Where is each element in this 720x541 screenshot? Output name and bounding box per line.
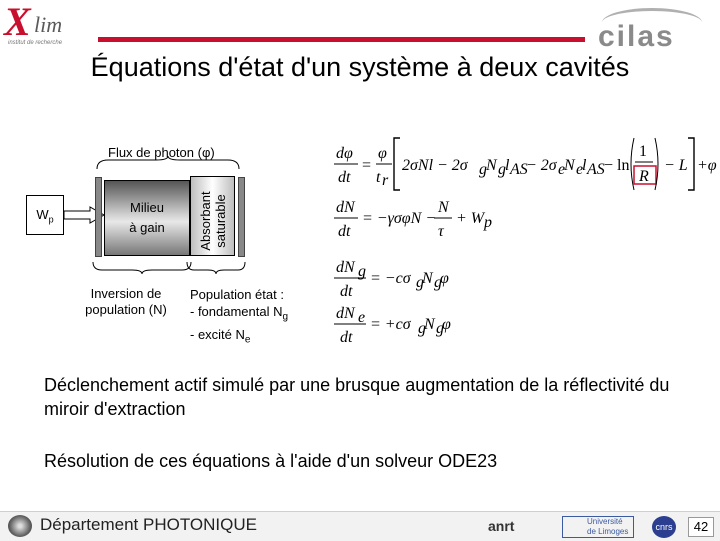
svg-text:N: N: [564, 157, 575, 174]
equation-photon-flux: [334, 138, 717, 190]
svg-text:φ: φ: [378, 145, 387, 162]
xlim-logo-name: lim: [34, 12, 63, 37]
cilas-logo-text: cilas: [598, 20, 675, 53]
pump-label: $W_p$: [36, 207, 54, 225]
equation-excited-state: [334, 305, 451, 346]
svg-text:R: R: [639, 168, 649, 185]
svg-text:dN: dN: [336, 305, 355, 322]
paragraph-active-triggering: Déclenchement actif simulé par une brusque augmentation de la réflectivité du miroir d'extraction: [44, 375, 670, 419]
xlim-logo-tagline: institut de recherche: [8, 40, 63, 46]
svg-text:N: N: [438, 199, 449, 216]
population-label-line3: [190, 326, 288, 349]
ground-state-sub: g: [282, 311, 289, 323]
svg-text:g: g: [416, 274, 424, 291]
svg-text:φ: φ: [440, 270, 449, 287]
excited-state-text: - excité N: [190, 326, 245, 342]
pump-box: [26, 195, 64, 235]
inversion-label-line1: Inversion de: [90, 286, 162, 301]
svg-text:1: 1: [639, 143, 647, 160]
svg-text:N: N: [424, 316, 435, 333]
xlim-logo: [0, 0, 95, 50]
svg-text:g: g: [418, 320, 426, 337]
svg-text:l: l: [582, 157, 587, 174]
svg-text:= −γσφN −: = −γσφN −: [362, 210, 437, 227]
paragraph-ode-solver: Résolution de ces équations à l'aide d'un solveur ODE23: [44, 451, 498, 471]
svg-text:+φ: +φ: [697, 157, 717, 174]
svg-text:t: t: [376, 169, 381, 186]
svg-text:g: g: [498, 161, 506, 178]
inversion-brace-icon: [92, 261, 192, 275]
equation-ground-state: [334, 259, 449, 300]
gain-label-line2: à gain: [129, 220, 165, 235]
svg-text:2σNl − 2σ: 2σNl − 2σ: [402, 157, 468, 174]
svg-text:e: e: [558, 161, 566, 178]
inversion-label: [76, 286, 176, 318]
gain-medium-label: [104, 198, 190, 238]
svg-text:=: =: [362, 157, 372, 174]
svg-text:+ W: + W: [456, 210, 485, 227]
svg-text:g: g: [479, 161, 487, 178]
svg-text:r: r: [382, 172, 389, 189]
absorber-label-line1: Absorbant: [198, 191, 213, 251]
svg-text:N: N: [486, 157, 497, 174]
svg-text:φ: φ: [442, 316, 451, 333]
svg-text:e: e: [358, 309, 366, 326]
svg-text:− 2σ: − 2σ: [526, 157, 557, 174]
svg-text:− L: − L: [664, 157, 688, 174]
svg-text:dφ: dφ: [336, 145, 353, 162]
population-label-line2: [190, 303, 288, 326]
svg-text:τ: τ: [438, 223, 444, 240]
department-logo-icon: [8, 515, 32, 537]
pump-subscript: p: [48, 214, 54, 225]
department-name: Département PHOTONIQUE: [40, 515, 257, 534]
xlim-logo-mark: X: [4, 0, 31, 44]
slide-title: Équations d'état d'un système à deux cavités: [90, 52, 630, 82]
cnrs-logo: cnrs: [652, 516, 676, 538]
svg-text:dN: dN: [336, 199, 355, 216]
svg-text:e: e: [576, 161, 584, 178]
svg-text:dt: dt: [340, 329, 353, 346]
rate-equations: [330, 130, 717, 358]
absorber-label-line2: saturable: [213, 194, 228, 248]
page-number: 42: [688, 517, 714, 537]
svg-text:g: g: [434, 274, 442, 291]
svg-text:p: p: [484, 214, 492, 231]
ground-state-text: - fondamental N: [190, 304, 283, 319]
svg-text:g: g: [358, 263, 366, 280]
svg-text:dt: dt: [340, 283, 353, 300]
population-label-line1: Population état :: [190, 287, 284, 302]
svg-text:= +cσ: = +cσ: [370, 316, 411, 333]
excited-state-sub: e: [244, 334, 251, 346]
population-label: [190, 286, 288, 348]
svg-text:g: g: [436, 320, 444, 337]
equation-inversion: [334, 199, 492, 240]
svg-text:N: N: [422, 270, 433, 287]
svg-text:dN: dN: [336, 259, 355, 276]
svg-text:dt: dt: [338, 169, 351, 186]
gain-label-line1: Milieu: [130, 200, 164, 215]
svg-text:l: l: [505, 157, 510, 174]
photon-flux-label: Flux de photon (φ): [108, 145, 215, 160]
anrt-logo: anrt: [488, 518, 515, 534]
right-mirror: [238, 177, 245, 257]
svg-text:AS: AS: [587, 161, 605, 178]
svg-text:AS: AS: [510, 161, 528, 178]
university-logo: Université de Limoges: [562, 516, 634, 538]
inversion-label-line2: population (N): [85, 302, 167, 317]
left-mirror: [95, 177, 102, 257]
population-brace-icon: [186, 261, 246, 275]
header-divider: [98, 37, 585, 42]
cilas-logo: [594, 4, 714, 52]
footer-bar: [0, 511, 720, 541]
svg-text:− ln: − ln: [604, 157, 630, 174]
svg-text:dt: dt: [338, 223, 351, 240]
svg-text:= −cσ: = −cσ: [370, 270, 411, 287]
